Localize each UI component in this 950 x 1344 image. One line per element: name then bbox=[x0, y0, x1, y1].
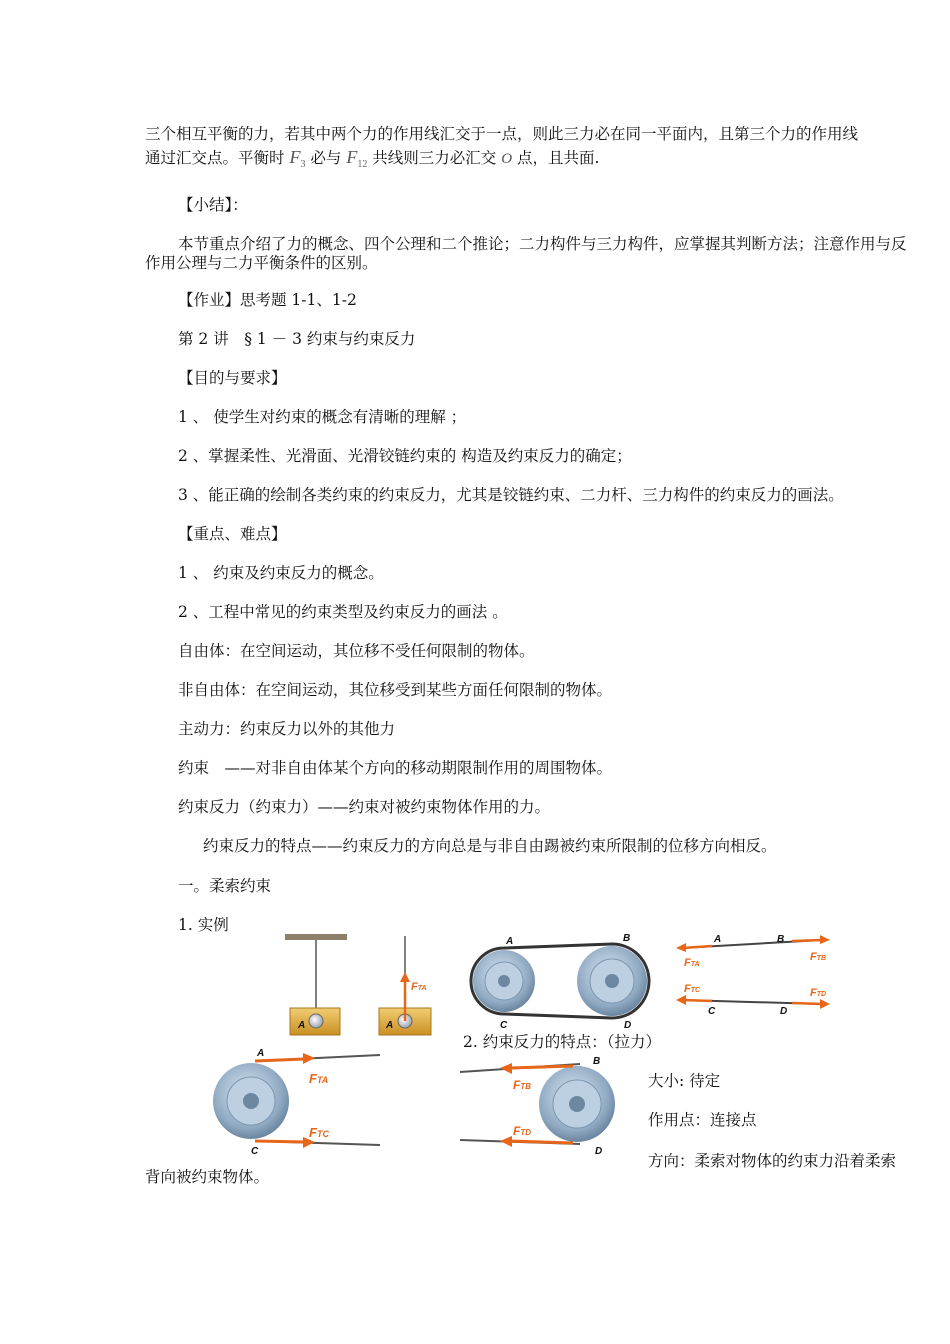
force-arrow-icon bbox=[682, 1000, 712, 1001]
label-a: A bbox=[386, 1020, 394, 1031]
belt-drive-figure bbox=[462, 930, 662, 1032]
force-f12: $F_{12}$ bbox=[346, 147, 368, 170]
goals-heading: 【目的与要求】 bbox=[178, 369, 287, 387]
direction-label-cont: 背向被约束物体。 bbox=[145, 1168, 270, 1186]
arrowhead-icon bbox=[676, 995, 686, 1005]
reaction-feature: 约束反力的特点——约束反力的方向总是与非自由踢被约束所限制的位移方向相反。 bbox=[203, 837, 777, 855]
direction-label: 方向：柔索对物体的约束力沿着柔索 bbox=[648, 1152, 897, 1170]
axle-icon bbox=[498, 975, 510, 987]
arrowhead-icon bbox=[400, 972, 410, 982]
label-b: B bbox=[623, 933, 631, 944]
label-a: A bbox=[714, 934, 722, 945]
definition: 约束 ——对非自由体某个方向的移动期限制作用的周围物体。 bbox=[178, 759, 613, 777]
label-b: B bbox=[593, 1056, 601, 1067]
label-a: A bbox=[257, 1048, 265, 1059]
force-label-ftb: FTB bbox=[513, 1078, 532, 1092]
force-label-ftb: FTB bbox=[810, 951, 827, 963]
definition: 非自由体：在空间运动，其位移受到某些方面任何限制的物体。 bbox=[178, 681, 613, 699]
arrowhead-icon bbox=[820, 999, 830, 1009]
right-pulley-figure bbox=[455, 1052, 635, 1157]
force-arrow-icon bbox=[255, 1059, 305, 1061]
homework: 【作业】思考题 1-1、1-2 bbox=[178, 291, 357, 309]
key-item: 1 、 约束及约束反力的概念。 bbox=[178, 564, 384, 582]
force-arrow-icon bbox=[792, 940, 822, 941]
definition: 约束反力（约束力）——约束对被约束物体作用的力。 bbox=[178, 798, 551, 816]
summary-heading: 【小结】： bbox=[178, 196, 248, 214]
label-c: C bbox=[500, 1020, 508, 1031]
force-f3: $F_3$ bbox=[289, 147, 306, 170]
feature-label: 2. 约束反力的特点：（拉力） bbox=[463, 1033, 661, 1051]
force-label-ftc: FTC bbox=[309, 1125, 329, 1140]
label-c: C bbox=[708, 1006, 716, 1014]
belt-forces-figure bbox=[672, 930, 842, 1014]
label-d: D bbox=[595, 1146, 603, 1157]
ceiling-icon bbox=[285, 934, 347, 940]
arrowhead-icon bbox=[676, 943, 686, 952]
example-label: 1. 实例 bbox=[178, 916, 229, 934]
force-arrow-icon bbox=[510, 1141, 573, 1143]
pin-icon bbox=[309, 1014, 323, 1028]
text-seg: 通过汇交点。平衡时 bbox=[145, 149, 285, 167]
force-arrow-icon bbox=[510, 1066, 573, 1068]
left-pulley-figure bbox=[205, 1045, 385, 1155]
force-label-fta: FTA bbox=[684, 957, 700, 969]
arrowhead-icon bbox=[303, 1053, 315, 1064]
para1-line1: 三个相互平衡的力，若其中两个力的作用线汇交于一点，则此三力必在同一平面内，且第三个力的作用线 bbox=[145, 125, 859, 143]
force-arrow-icon bbox=[682, 946, 712, 948]
label-b: B bbox=[777, 934, 785, 945]
axle-icon bbox=[569, 1096, 585, 1112]
goal-item: 3 、能正确的绘制各类约束的约束反力，尤其是铰链约束、二力杆、三力构件的约束反力的画法。 bbox=[178, 486, 844, 504]
label-d: D bbox=[780, 1006, 788, 1014]
goal-item: 1 、 使学生对约束的概念有清晰的理解 ； bbox=[178, 408, 467, 426]
force-arrow-icon bbox=[792, 1003, 822, 1004]
force-label-ftc: FTC bbox=[684, 983, 701, 995]
goal-item: 2 、掌握柔性、光滑面、光滑铰链约束的 构造及约束反力的确定； bbox=[178, 447, 632, 465]
force-label-ftd: FTD bbox=[513, 1124, 532, 1138]
size-label: 大小: 待定 bbox=[648, 1072, 721, 1090]
text-seg: 点，且共面. bbox=[517, 149, 600, 167]
force-arrow-icon bbox=[255, 1141, 305, 1142]
key-heading: 【重点、难点】 bbox=[178, 525, 287, 543]
point-label: 作用点：连接点 bbox=[648, 1111, 757, 1129]
key-item: 2 、工程中常见的约束类型及约束反力的画法 。 bbox=[178, 603, 508, 621]
lecture-title: 第 2 讲 § 1 － 3 约束与约束反力 bbox=[178, 330, 416, 348]
force-label-fta: FTA bbox=[411, 981, 427, 993]
label-a: A bbox=[506, 936, 514, 947]
arrowhead-icon bbox=[820, 935, 830, 944]
axle-icon bbox=[243, 1093, 259, 1109]
text-seg: 共线则三力必汇交 bbox=[372, 149, 497, 167]
para1-line2 bbox=[145, 147, 599, 175]
arrowhead-icon bbox=[500, 1063, 512, 1074]
axle-icon bbox=[605, 974, 619, 988]
force-label-fta: FTA bbox=[309, 1071, 329, 1086]
arrowhead-icon bbox=[500, 1136, 512, 1147]
force-label-ftd: FTD bbox=[810, 987, 827, 999]
section-heading: 一。柔索约束 bbox=[178, 877, 272, 895]
hanging-block-figure bbox=[280, 928, 450, 1040]
text-seg: 必与 bbox=[310, 149, 342, 167]
label-d: D bbox=[624, 1020, 632, 1031]
definition: 自由体：在空间运动，其位移不受任何限制的物体。 bbox=[178, 642, 535, 660]
point-o: O bbox=[501, 151, 513, 167]
summary-text: 本节重点介绍了力的概念、四个公理和二个推论；二力构件与三力构件，应掌握其判断方法；注意作用与反作用公理与二力平衡条件的区别。 bbox=[145, 235, 907, 272]
label-a: A bbox=[298, 1020, 306, 1031]
definition: 主动力：约束反力以外的其他力 bbox=[178, 720, 396, 738]
label-c: C bbox=[251, 1146, 259, 1155]
